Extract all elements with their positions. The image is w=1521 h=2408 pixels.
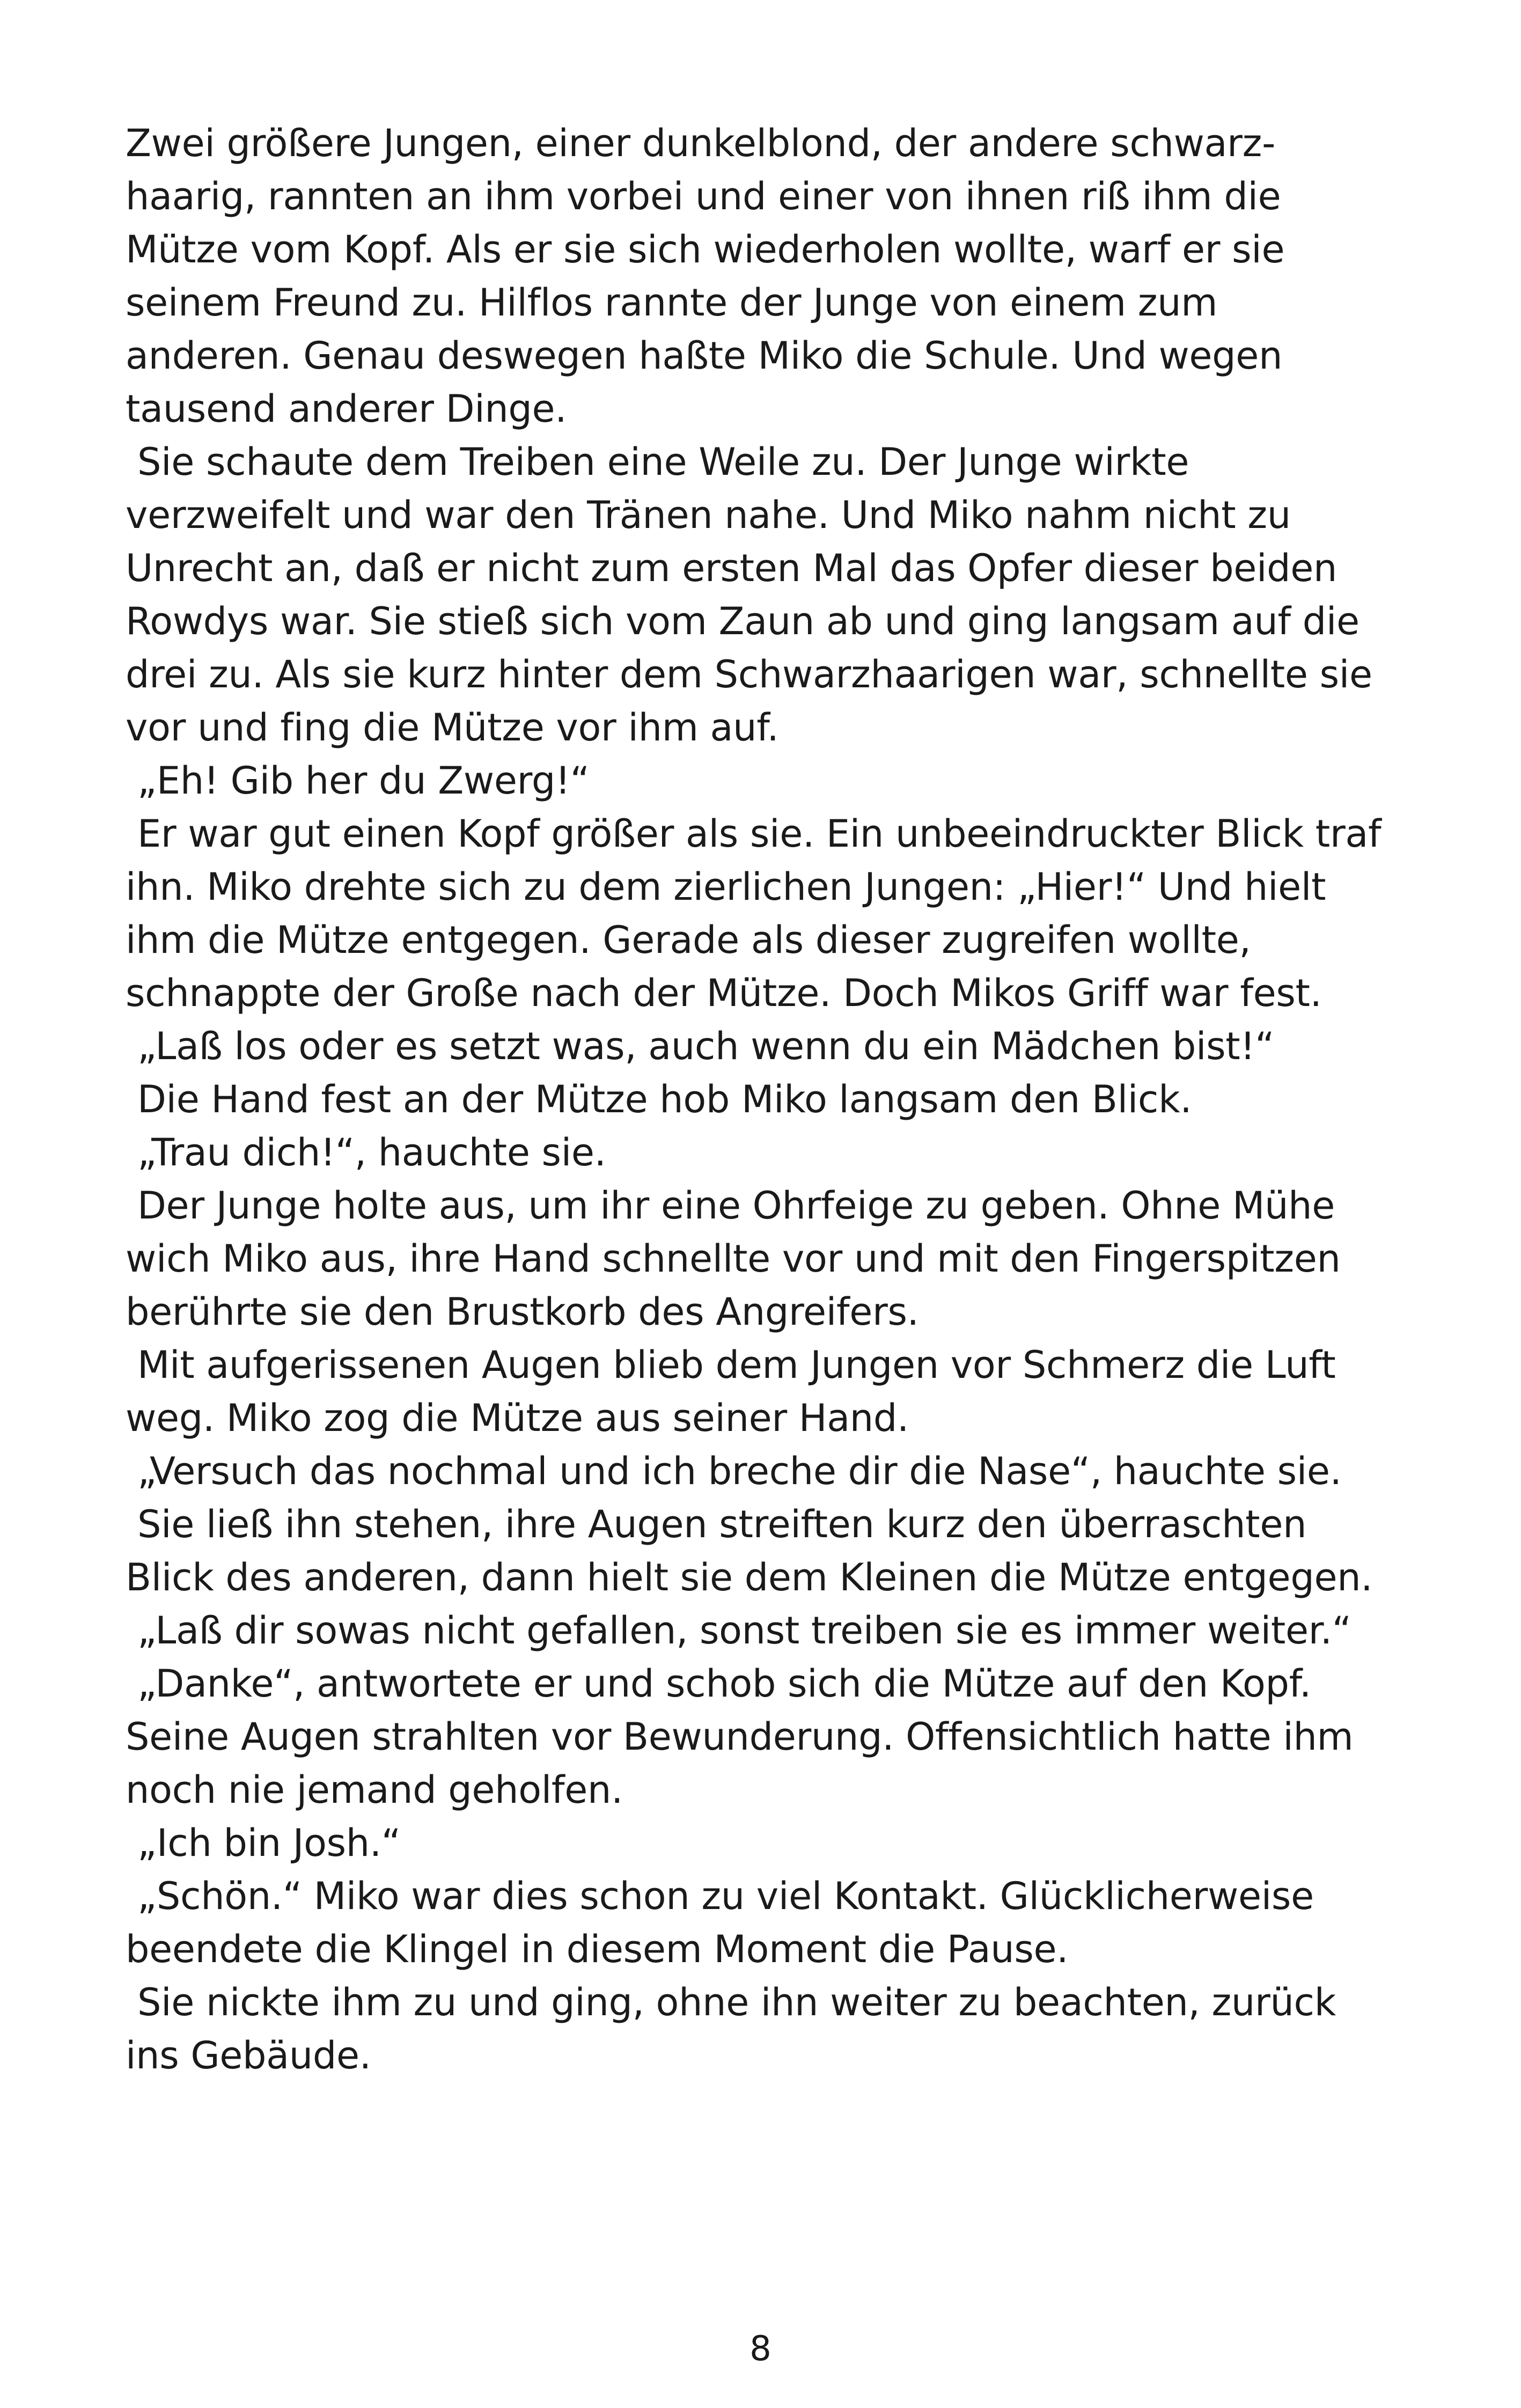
text-line: „Ich bin Josh.“ <box>126 1821 401 1865</box>
text-line: Mit aufgerissenen Augen blieb dem Jungen vor Schmerz die Luft <box>126 1343 1336 1387</box>
text-line: Der Junge holte aus, um ihr eine Ohrfeige zu geben. Ohne Mühe <box>126 1184 1335 1228</box>
text-line: „Eh! Gib her du Zwerg!“ <box>126 759 590 803</box>
text-line: Rowdys war. Sie stieß sich vom Zaun ab und ging langsam auf die <box>126 599 1360 643</box>
text-line: vor und fing die Mütze vor ihm auf. <box>126 706 779 750</box>
text-line: Sie schaute dem Treiben eine Weile zu. Der Junge wirkte <box>126 440 1189 484</box>
text-line: ihm die Mütze entgegen. Gerade als dieser zugreifen wollte, <box>126 918 1251 962</box>
text-line: ins Gebäude. <box>126 2033 371 2077</box>
text-line: ihn. Miko drehte sich zu dem zierlichen Jungen: „Hier!“ Und hielt <box>126 865 1326 909</box>
text-line: Die Hand fest an der Mütze hob Miko langsam den Blick. <box>126 1077 1192 1121</box>
text-line: Zwei größere Jungen, einer dunkelblond, der andere schwarz- <box>126 121 1276 165</box>
text-line: Seine Augen strahlten vor Bewunderung. Offensichtlich hatte ihm <box>126 1715 1354 1759</box>
text-line: „Laß los oder es setzt was, auch wenn du ein Mädchen bist!“ <box>126 1024 1275 1068</box>
text-line: Sie ließ ihn stehen, ihre Augen streiften kurz den überraschten <box>126 1502 1307 1546</box>
text-line: schnappte der Große nach der Mütze. Doch Mikos Griff war fest. <box>126 971 1322 1015</box>
text-line: verzweifelt und war den Tränen nahe. Und Miko nahm nicht zu <box>126 493 1291 537</box>
text-line: „Schön.“ Miko war dies schon zu viel Kontakt. Glücklicherweise <box>126 1874 1314 1918</box>
text-line: tausend anderer Dinge. <box>126 387 567 431</box>
text-line: „Versuch das nochmal und ich breche dir die Nase“, hauchte sie. <box>126 1449 1342 1493</box>
text-line: seinem Freund zu. Hilflos rannte der Junge von einem zum <box>126 281 1218 325</box>
text-line: anderen. Genau deswegen haßte Miko die Schule. Und wegen <box>126 334 1283 378</box>
text-line: noch nie jemand geholfen. <box>126 1768 623 1812</box>
body-text <box>126 117 1413 2082</box>
text-line: Mütze vom Kopf. Als er sie sich wiederholen wollte, warf er sie <box>126 227 1285 271</box>
text-line: wich Miko aus, ihre Hand schnellte vor und mit den Fingerspitzen <box>126 1237 1341 1281</box>
text-line: beendete die Klingel in diesem Moment die Pause. <box>126 1927 1069 1971</box>
text-line: Unrecht an, daß er nicht zum ersten Mal das Opfer dieser beiden <box>126 546 1338 590</box>
text-line: drei zu. Als sie kurz hinter dem Schwarzhaarigen war, schnellte sie <box>126 652 1372 696</box>
text-line: „Trau dich!“, hauchte sie. <box>126 1130 606 1174</box>
text-line: Sie nickte ihm zu und ging, ohne ihn weiter zu beachten, zurück <box>126 1980 1336 2024</box>
text-line: „Laß dir sowas nicht gefallen, sonst treiben sie es immer weiter.“ <box>126 1609 1351 1653</box>
text-line: Er war gut einen Kopf größer als sie. Ein unbeeindruckter Blick traf <box>126 812 1382 856</box>
text-line: „Danke“, antwortete er und schob sich die Mütze auf den Kopf. <box>126 1662 1311 1706</box>
text-line: haarig, rannten an ihm vorbei und einer von ihnen riß ihm die <box>126 174 1281 218</box>
text-line: berührte sie den Brustkorb des Angreifers. <box>126 1290 919 1334</box>
text-line: Blick des anderen, dann hielt sie dem Kleinen die Mütze entgegen. <box>126 1555 1373 1599</box>
page-number: 8 <box>750 2329 771 2369</box>
text-line: weg. Miko zog die Mütze aus seiner Hand. <box>126 1396 909 1440</box>
